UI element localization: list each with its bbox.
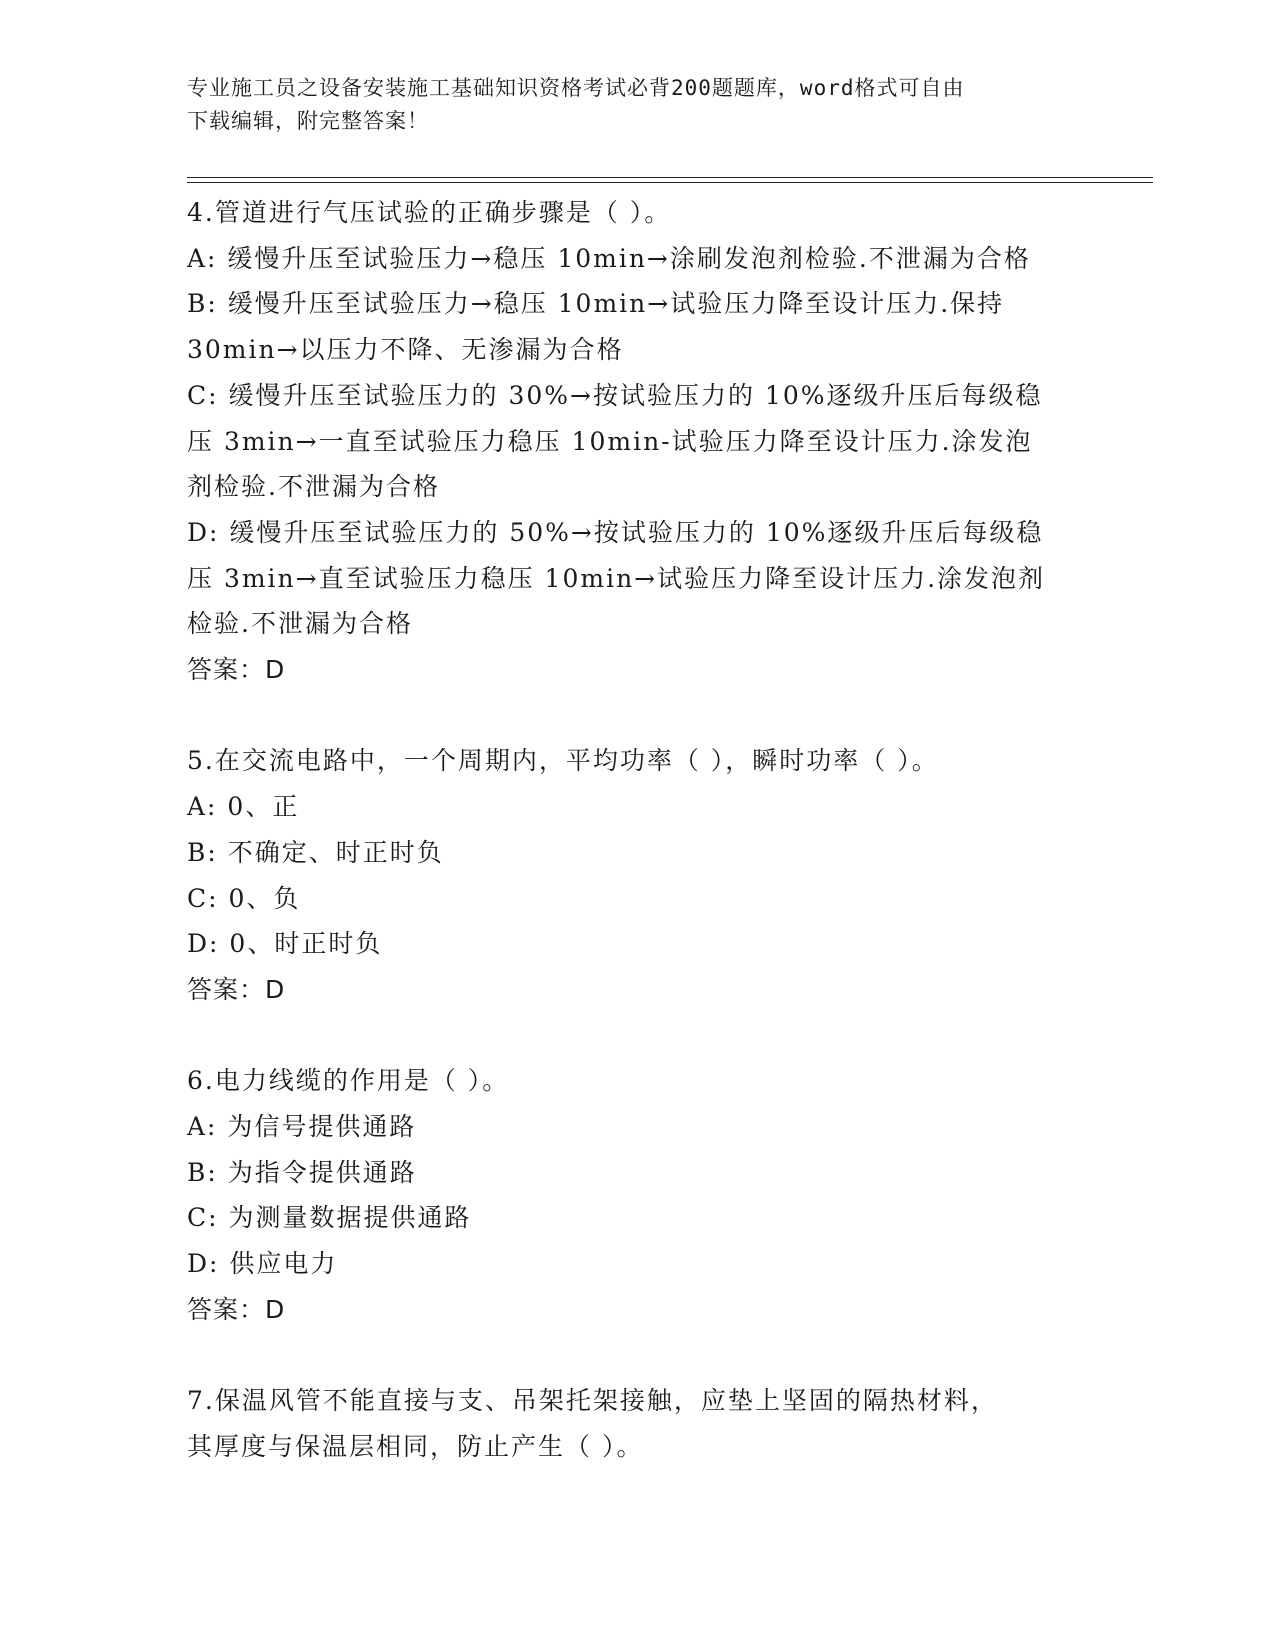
option-c-cont: 压 3min→一直至试验压力稳压 10min-试验压力降至设计压力.涂发泡 (187, 426, 1033, 456)
option-b-cont: 30min→以压力不降、无渗漏为合格 (187, 335, 624, 365)
question-6 (187, 1058, 1087, 1332)
question-stem-cont: 其厚度与保温层相同，防止产生（ ）。 (187, 1431, 644, 1461)
option-a: A: 0、正 (187, 792, 300, 822)
option-b: B: 为指令提供通路 (187, 1157, 417, 1187)
header-divider-top (187, 177, 1153, 178)
question-4 (187, 190, 1087, 693)
option-b: B: 缓慢升压至试验压力→稳压 10min→试验压力降至设计压力.保持 (187, 289, 1005, 319)
option-d-cont: 检验.不泄漏为合格 (187, 609, 413, 639)
option-d: D: 0、时正时负 (187, 929, 383, 959)
option-c: C: 0、负 (187, 883, 301, 913)
answer: 答案：D (187, 1294, 286, 1324)
question-stem: 5.在交流电路中，一个周期内，平均功率（ ），瞬时功率（ ）。 (187, 746, 939, 776)
option-c: C: 为测量数据提供通路 (187, 1203, 472, 1233)
header-divider-bottom (187, 182, 1153, 183)
question-list (187, 190, 1087, 1470)
question-7 (187, 1378, 1087, 1469)
question-5 (187, 738, 1087, 1012)
option-a: A: 为信号提供通路 (187, 1112, 417, 1142)
answer: 答案：D (187, 974, 286, 1004)
option-b: B: 不确定、时正时负 (187, 837, 444, 867)
question-stem: 4.管道进行气压试验的正确步骤是（ ）。 (187, 198, 672, 227)
option-c: C: 缓慢升压至试验压力的 30%→按试验压力的 10%逐级升压后每级稳 (187, 380, 1043, 410)
option-a: A: 缓慢升压至试验压力→稳压 10min→涂刷发泡剂检验.不泄漏为合格 (187, 243, 1031, 273)
option-d: D: 供应电力 (187, 1249, 338, 1279)
option-c-cont: 剂检验.不泄漏为合格 (187, 472, 440, 502)
option-d-cont: 压 3min→直至试验压力稳压 10min→试验压力降至设计压力.涂发泡剂 (187, 563, 1046, 593)
document-header (187, 72, 1067, 138)
answer: 答案：D (187, 655, 286, 685)
header-line-2: 下载编辑，附完整答案！ (187, 109, 429, 133)
question-stem: 6.电力线缆的作用是（ ）。 (187, 1066, 510, 1096)
question-stem: 7.保温风管不能直接与支、吊架托架接触，应垫上坚固的隔热材料， (187, 1386, 998, 1416)
option-d: D: 缓慢升压至试验压力的 50%→按试验压力的 10%逐级升压后每级稳 (187, 517, 1044, 547)
header-line-1: 专业施工员之设备安装施工基础知识资格考试必背200题题库，word格式可自由 (187, 76, 965, 100)
